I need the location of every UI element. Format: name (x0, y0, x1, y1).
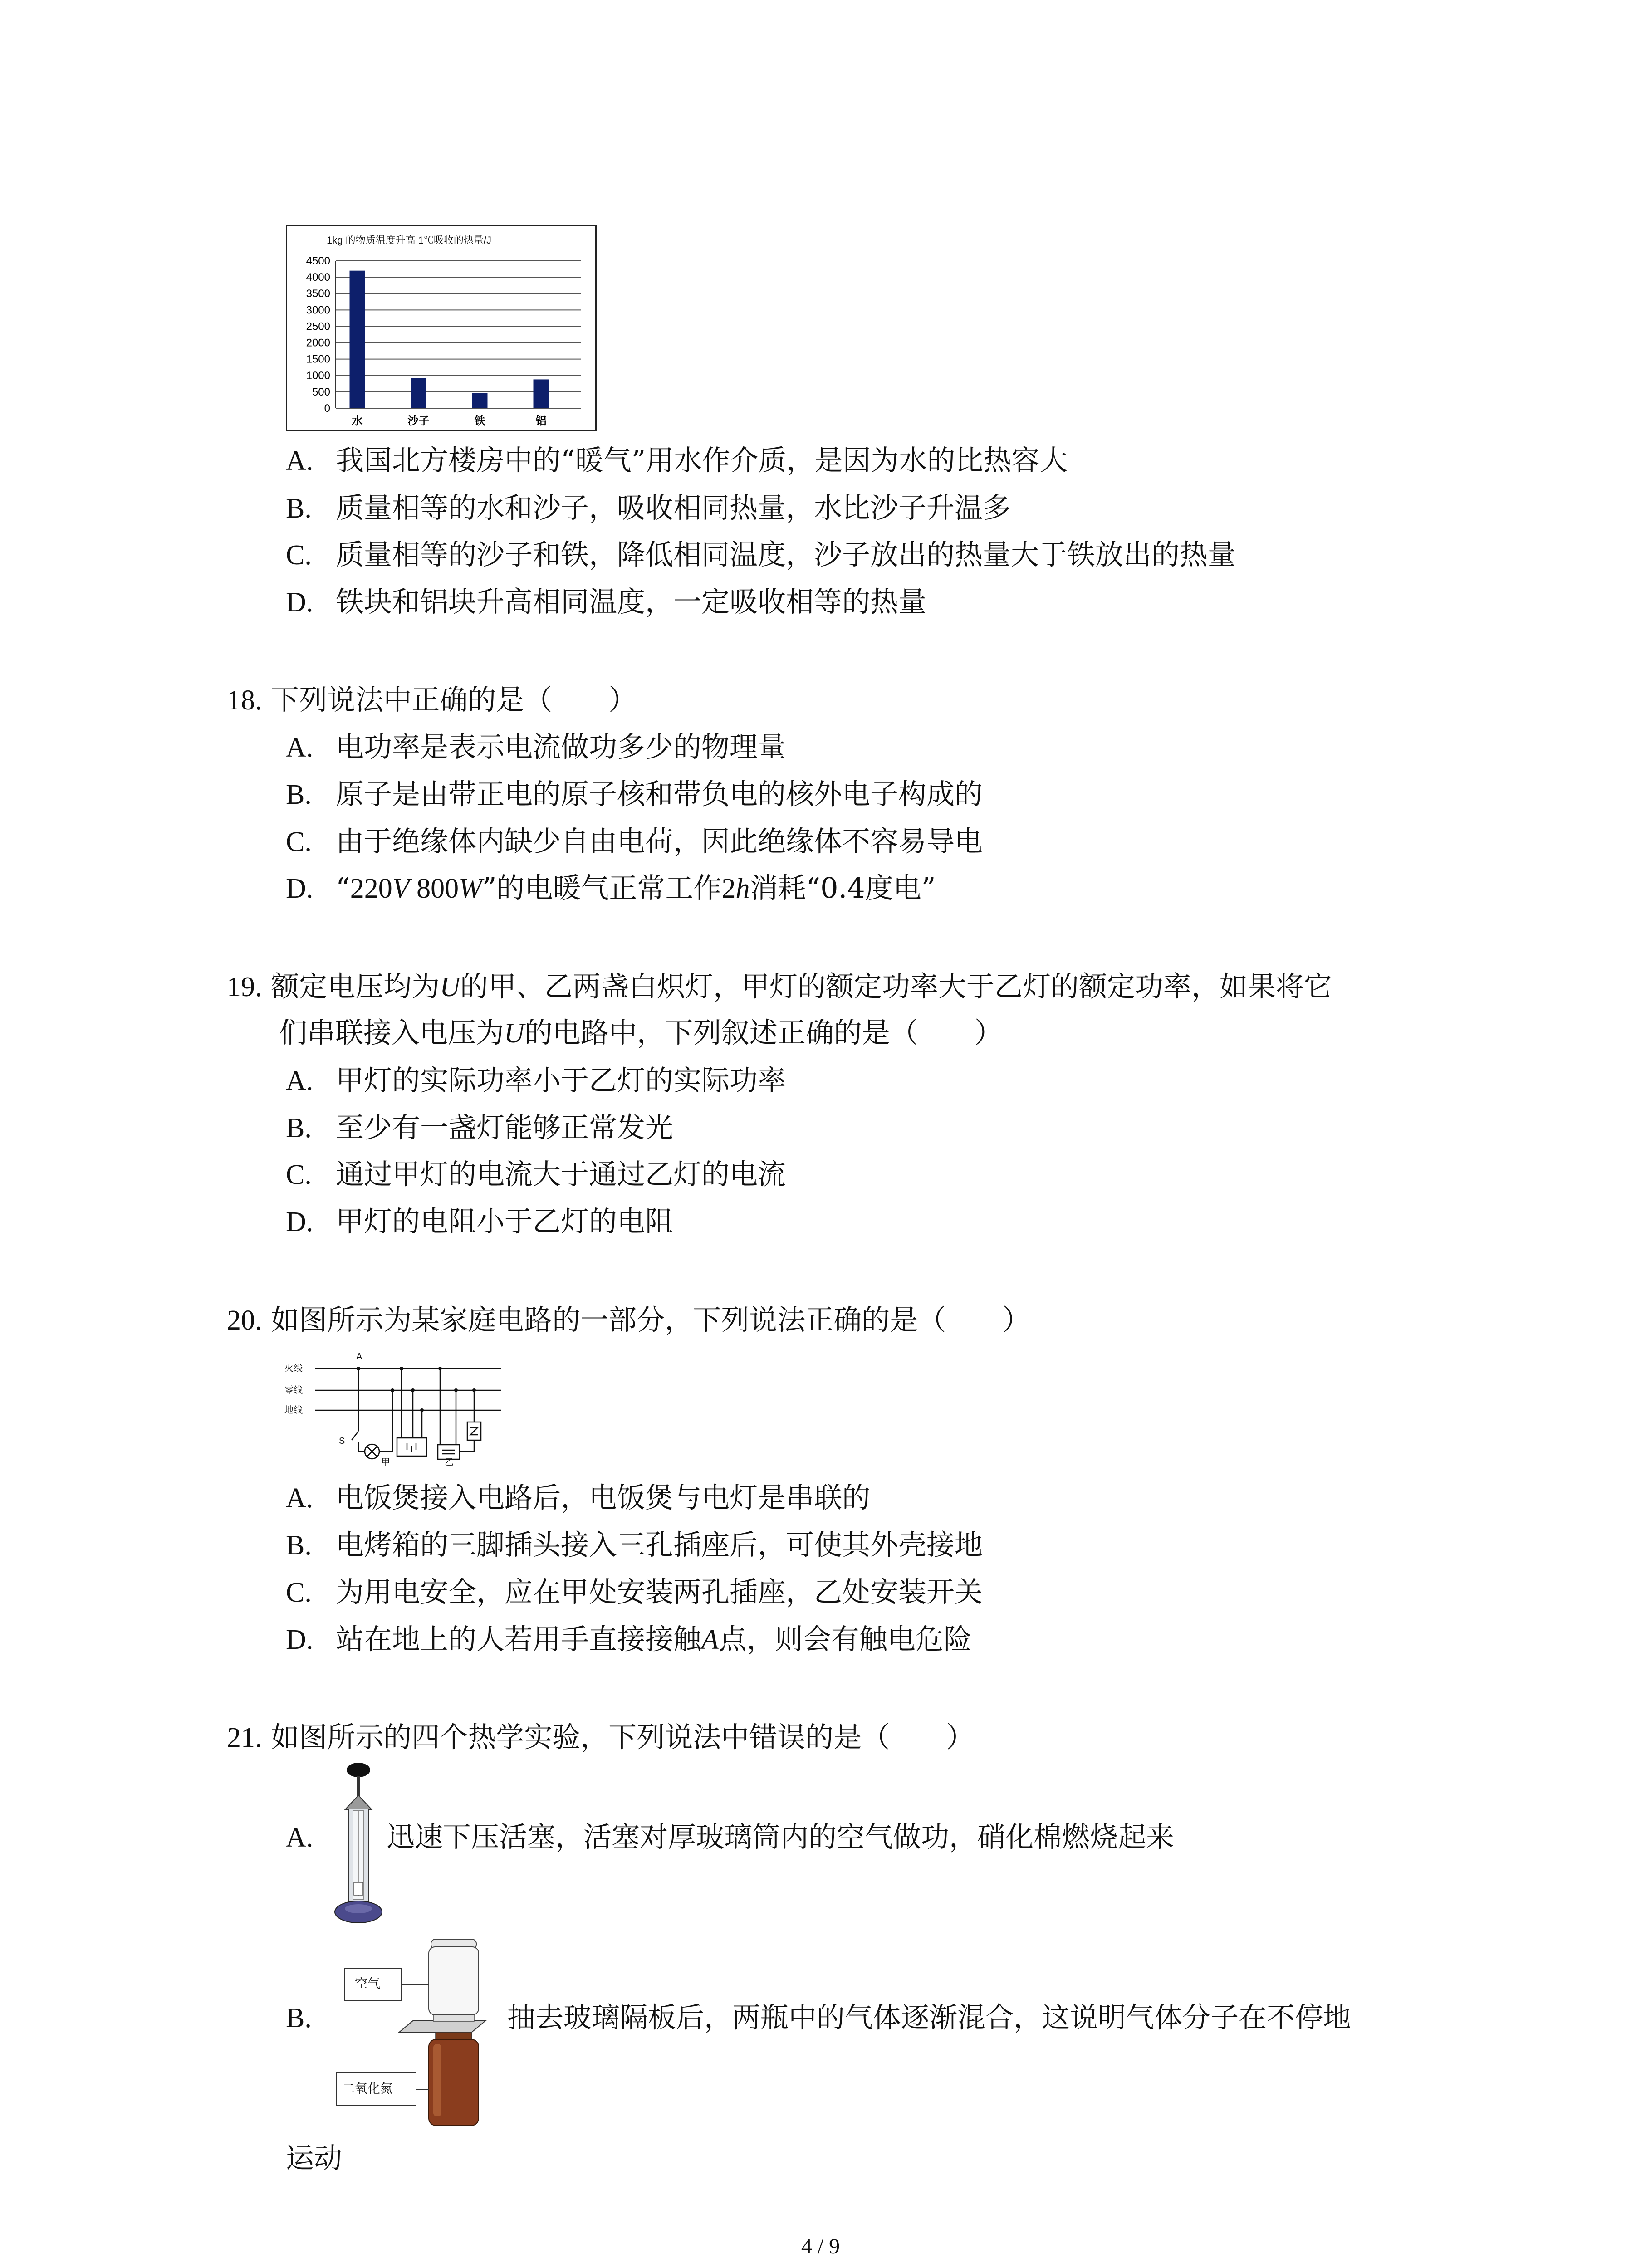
yi-label: 乙 (445, 1457, 454, 1467)
q21-option-b: B. 抽去玻璃隔板后，两瓶中的气体逐渐混合，这说明气体分子在不停地 (286, 2001, 1352, 2034)
q19-option-d: D. 甲灯的电阻小于乙灯的电阻 (286, 1205, 674, 1238)
specific-heat-bar-chart (286, 225, 597, 431)
q21-option-a: A. 迅速下压活塞，活塞对厚玻璃筒内的空气做功，硝化棉燃烧起来 (286, 1820, 1175, 1853)
switch-s (352, 1431, 358, 1440)
y-tick-label: 2500 (306, 320, 330, 333)
bar-1 (350, 271, 365, 408)
bar-2 (411, 378, 426, 408)
y-tick-label: 3000 (306, 304, 330, 317)
x-category-label: 水 (352, 415, 363, 427)
piston-knob (347, 1763, 370, 1777)
q18-option-d: D. “220V 800W”的电暖气正常工作2h消耗“0.4度电” (286, 871, 936, 904)
y-tick-label: 0 (324, 402, 330, 415)
point-a-label: A (356, 1352, 362, 1362)
q20-option-a: A. 电饭煲接入电路后，电饭煲与电灯是串联的 (286, 1481, 871, 1514)
q19-option-a: A. 甲灯的实际功率小于乙灯的实际功率 (286, 1064, 786, 1097)
y-tick-label: 2000 (306, 337, 330, 349)
chart-title: 1kg 的物质温度升高 1℃吸收的热量/J (327, 235, 492, 246)
x-category-label: 沙子 (407, 415, 430, 427)
page-number: 4 / 9 (801, 2234, 840, 2258)
household-circuit-diagram (284, 1349, 510, 1472)
q19-option-b: B. 至少有一盏灯能够正常发光 (286, 1111, 674, 1144)
q17-option-c: C. 质量相等的沙子和铁，降低相同温度，沙子放出的热量大于铁放出的热量 (286, 538, 1236, 571)
q20-stem: 20. 如图所示为某家庭电路的一部分，下列说法正确的是（ ） (227, 1303, 1031, 1336)
q20-option-b: B. 电烤箱的三脚插头接入三孔插座后，可使其外壳接地 (286, 1528, 983, 1561)
q19-option-c: C. 通过甲灯的电流大于通过乙灯的电流 (286, 1158, 786, 1191)
q18-option-c: C. 由于绝缘体内缺少自由电荷，因此绝缘体不容易导电 (286, 825, 983, 858)
neutral-wire-label: 零线 (284, 1384, 303, 1395)
q20-option-d: D. 站在地上的人若用手直接接触A点，则会有触电危险 (286, 1623, 972, 1656)
bar-3 (472, 393, 488, 408)
q20-option-c: C. 为用电安全，应在甲处安装两孔插座，乙处安装开关 (286, 1575, 983, 1608)
q19-stem-line1: 19. 额定电压均为U的甲、乙两盏白炽灯，甲灯的额定功率大于乙灯的额定功率，如果将它 (227, 970, 1332, 1003)
air-label: 空气 (355, 1976, 381, 1991)
q19-stem-line2: 们串联接入电压为U的电路中，下列叙述正确的是（ ） (279, 1016, 1003, 1049)
fire-wire-label: 火线 (284, 1363, 303, 1374)
q17-option-d: D. 铁块和铝块升高相同温度，一定吸收相等的热量 (286, 585, 927, 618)
q18-stem: 18. 下列说法中正确的是（ ） (227, 683, 637, 716)
y-tick-label: 500 (312, 386, 330, 398)
q17-option-a: A. 我国北方楼房中的“暖气”用水作介质，是因为水的比热容大 (286, 444, 1068, 477)
switch-s-label: S (339, 1436, 345, 1446)
y-tick-label: 4500 (306, 255, 330, 267)
ground-wire-label: 地线 (284, 1404, 303, 1415)
q18-option-a: A. 电功率是表示电流做功多少的物理量 (286, 730, 786, 763)
chart-frame (287, 225, 596, 430)
y-tick-label: 1000 (306, 369, 330, 382)
q21-stem: 21. 如图所示的四个热学实验，下列说法中错误的是（ ） (227, 1721, 975, 1754)
y-tick-label: 3500 (306, 288, 330, 300)
bar-4 (534, 379, 549, 408)
q17-option-b: B. 质量相等的水和沙子，吸收相同热量，水比沙子升温多 (286, 491, 1011, 524)
q21-option-b-continued: 运动 (286, 2141, 343, 2175)
y-tick-label: 4000 (306, 271, 330, 284)
jia-label: 甲 (381, 1457, 390, 1467)
y-tick-label: 1500 (306, 353, 330, 366)
x-category-label: 铝 (535, 415, 547, 427)
no2-label: 二氧化氮 (342, 2081, 393, 2096)
x-category-label: 铁 (474, 415, 485, 427)
q18-option-b: B. 原子是由带正电的原子核和带负电的核外电子构成的 (286, 777, 983, 811)
